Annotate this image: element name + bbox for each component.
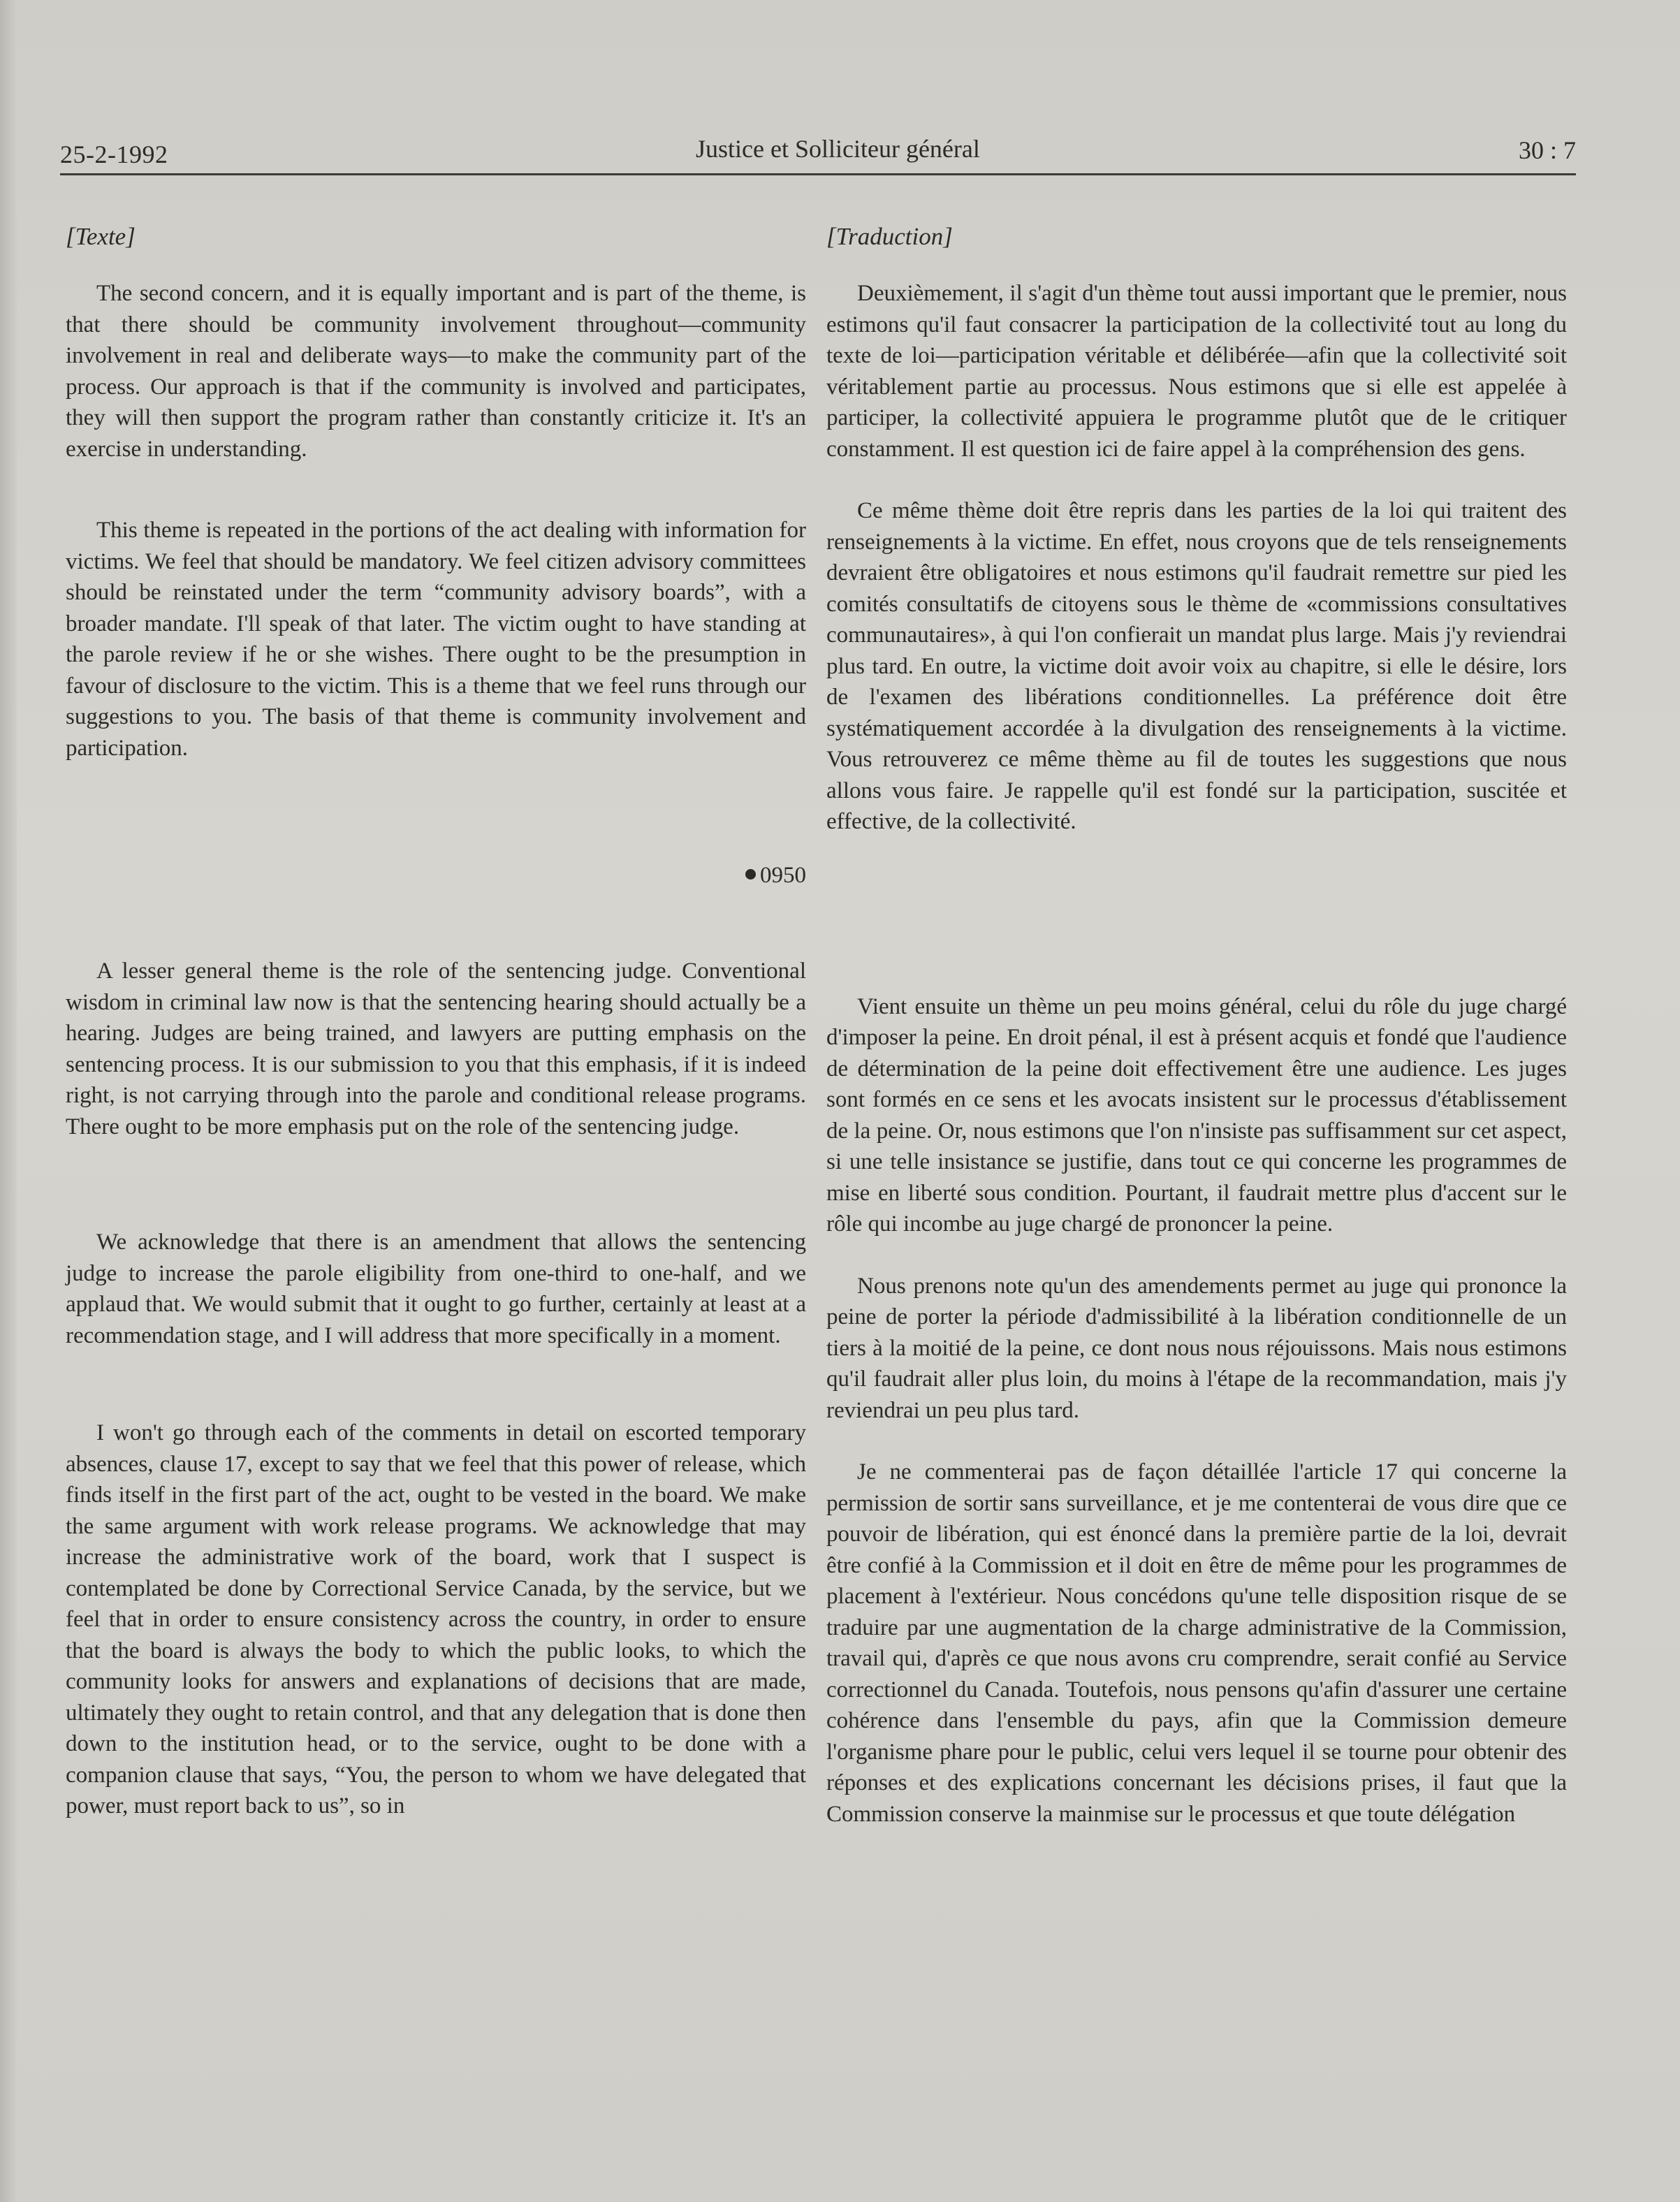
section-label-texte: [Texte]: [66, 223, 136, 250]
header-page-number: 30 : 7: [1518, 136, 1576, 164]
right-paragraph-4: Nous prenons note qu'un des amendements permet au juge qui prononce la peine de porter la période d'admissibilité à la libération conditionnelle de un tiers à la moitié de la peine, ce dont nous nous réjouissons. Mais nous estimons qu'il faudrait aller plus loin, du moins à l'étape de la recommandation, mais j'y reviendrai un peu plus tard.: [826, 1273, 1567, 1423]
right-column-french: [826, 222, 1567, 1830]
left-paragraph-4: We acknowledge that there is an amendment that allows the sentencing judge to increase the parole eligibility from one-third to one-half, and we applaud that. We would submit that it ought to go further, certainly at least at a recommendation stage, and I will address that more specifically in a moment.: [66, 1230, 806, 1348]
right-paragraph-2: Ce même thème doit être repris dans les parties de la loi qui traitent des renseignements à la victime. En effet, nous croyons que de tels renseignements devraient être obligatoires et nous estimons qu'il faudrait remettre sur pied les comités consultatifs de citoyens sous le thème de «commissions consultatives communautaires», à qui l'on confierait un mandat plus large. Mais j'y reviendrai plus tard. En outre, la victime doit avoir voix au chapitre, si elle le désire, lors de l'examen des libérations conditionnelles. La préférence doit être systématiquement accordée à la divulgation des renseignements à la victime. Vous retrouverez ce même thème au fil de toutes les suggestions que nous allons vous faire. Je rappelle qu'il est fondé sur la participation, suscitée et effective, de la collectivité.: [826, 498, 1567, 834]
left-paragraph-5: I won't go through each of the comments in detail on escorted temporary absences, clause 17, except to say that we feel that this power of release, which finds itself in the first part of the act, ought to be vested in the board. We make the same argument with work release programs. We acknowledge that may increase the administrative work of the board, work that I suspect is contemplated be done by Correctional Service Canada, by the service, but we feel that in order to ensure consistency across the country, in order to ensure that the board is always the body to which the public looks, to which the community looks for answers and explanations of decisions that are made, ultimately they ought to retain control, and that any delegation that is done then down to the institution head, or to the service, ought to be done with a companion clause that says, “You, the person to whom we have delegated that power, must report back to us”, so in: [66, 1420, 806, 1818]
time-marker-text: 0950: [760, 863, 806, 888]
right-paragraph-3: Vient ensuite un thème un peu moins général, celui du rôle du juge chargé d'imposer la peine. En droit pénal, il est à présent acquis et fondé que l'audience de détermination de la peine doit effectivement être une audience. Les juges sont formés en ce sens et les avocats insistent sur le processus d'établissement de la peine. Or, nous estimons que l'on n'insiste pas suffisamment sur cet aspect, si une telle insistance se justifie, dans tout ce qui concerne les programmes de mise en liberté sous condition. Pourtant, il faudrait mettre plus d'accent sur le rôle qui incombe au juge chargé de prononcer la peine.: [826, 993, 1567, 1237]
page-binding-edge: [0, 0, 17, 2202]
left-paragraph-3: A lesser general theme is the role of the sentencing judge. Conventional wisdom in criminal law now is that the sentencing hearing should actually be a hearing. Judges are being trained, and lawyers are putting emphasis on the sentencing process. It is our submission to you that this emphasis, if it is indeed right, is not carrying through into the parole and conditional release programs. There ought to be more emphasis put on the role of the sentencing judge.: [66, 958, 806, 1139]
page-header: [60, 124, 1576, 175]
right-paragraph-1: Deuxièmement, il s'agit d'un thème tout aussi important que le premier, nous estimons qu'il faut consacrer la participation de la collectivité tout au long du texte de loi—participation véritable et délibérée—afin que la collectivité soit véritablement partie au processus. Nous estimons que si elle est appelée à participer, la collectivité appuiera le programme plutôt que de le critiquer constamment. Il est question ici de faire appel à la compréhension des gens.: [826, 281, 1567, 462]
section-label-traduction: [Traduction]: [826, 223, 953, 250]
left-paragraph-1: The second concern, and it is equally important and is part of the theme, is that there should be community involvement throughout—community involvement in real and deliberate ways—to make the community part of the process. Our approach is that if the community is involved and participates, they will then support the program rather than constantly criticize it. It's an exercise in understanding.: [66, 281, 806, 462]
time-marker: [66, 860, 806, 891]
bullet-icon: [745, 869, 756, 880]
right-paragraph-5: Je ne commenterai pas de façon détaillée l'article 17 qui concerne la permission de sortir sans surveillance, et je me contenterai de vous dire que ce pouvoir de libération, qui est énoncé dans la première partie de la loi, devrait être confié à la Commission et il doit en être de même pour les programmes de placement à l'extérieur. Nous concédons qu'une telle disposition risque de se traduire par une augmentation de la charge administrative de la Commission, travail qui, d'après ce que nous avons cru comprendre, serait confié au Service correctionnel du Canada. Toutefois, nous pensons qu'afin d'assurer une certaine cohérence dans l'ensemble du pays, afin que la Commission demeure l'organisme phare pour le public, celui vers lequel il se tourne pour obtenir des réponses et des explications concernant les décisions prises, il faut que la Commission conserve la mainmise sur le processus et que toute délégation: [826, 1459, 1567, 1827]
header-date: 25-2-1992: [60, 140, 168, 168]
header-title: Justice et Solliciteur général: [696, 135, 980, 163]
left-column-english: [66, 222, 806, 1822]
left-paragraph-2: This theme is repeated in the portions of the act dealing with information for victims. We feel that should be mandatory. We feel citizen advisory committees should be reinstated under the term “community advisory boards”, with a broader mandate. I'll speak of that later. The victim ought to have standing at the parole review if he or she wishes. There ought to be the presumption in favour of disclosure to the victim. This is a theme that we feel runs through our suggestions to you. The basis of that theme is community involvement and participation.: [66, 518, 806, 761]
